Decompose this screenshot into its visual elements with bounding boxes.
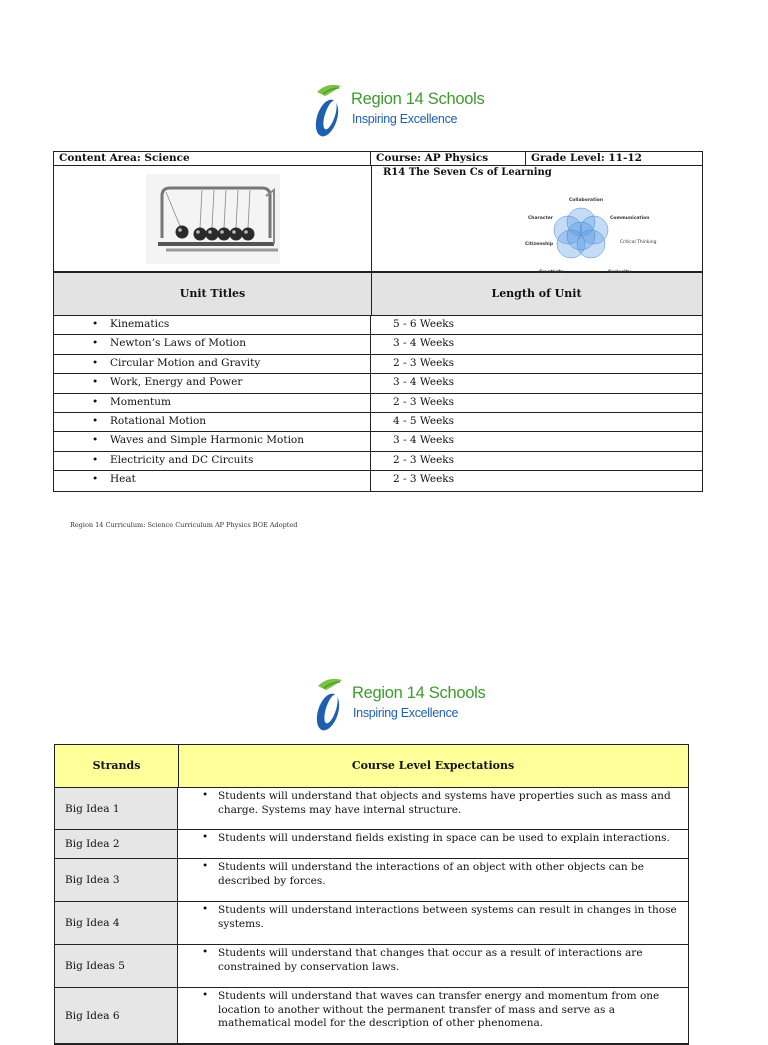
strand-label: Big Idea 4: [65, 917, 120, 929]
strands-heading: Strands: [55, 745, 179, 787]
unit-row: [54, 394, 702, 413]
strand-label: Big Idea 2: [65, 838, 120, 850]
label-citizenship: Citizenship: [525, 242, 554, 247]
expectation-row: [55, 902, 688, 945]
unit-length: 2 - 3 Weeks: [371, 355, 702, 374]
unit-row: [54, 452, 702, 471]
unit-title-cell: [54, 374, 371, 393]
unit-title: Circular Motion and Gravity: [110, 356, 261, 369]
expectation-text: Students will understand that changes that occur as a result of interactions are constrained by conservation laws.: [218, 947, 643, 973]
unit-title-cell: [54, 413, 371, 432]
footer-note: Region 14 Curriculum: Science Curriculum AP Physics BOE Adopted: [70, 521, 298, 529]
bullet-icon: •: [92, 395, 99, 408]
image-row: [54, 166, 702, 273]
unit-length: 3 - 4 Weeks: [371, 374, 702, 393]
unit-length: 3 - 4 Weeks: [371, 335, 702, 354]
seven-cs-cell: [372, 166, 702, 271]
bullet-icon: •: [92, 318, 99, 330]
unit-title: Newton’s Laws of Motion: [110, 337, 246, 350]
unit-length: 2 - 3 Weeks: [371, 394, 702, 413]
expectations-header-row: [55, 745, 688, 788]
expectation-cell: [178, 988, 688, 1043]
logo-tagline-2: Inspiring Excellence: [353, 706, 459, 720]
logo-name-2: Region 14 Schools: [352, 684, 486, 702]
expectation-text: Students will understand that objects and systems have properties such as mass and charge. Systems may have internal structure.: [218, 790, 671, 816]
expectation-cell: [178, 859, 688, 901]
strand-label: Big Ideas 5: [65, 960, 125, 972]
expectation-row: [55, 945, 688, 988]
course-overview-table: [53, 151, 703, 492]
bullet-icon: •: [202, 903, 209, 915]
label-communication: Communication: [610, 216, 650, 221]
unit-title-cell: [54, 394, 371, 413]
bullet-icon: •: [92, 414, 99, 427]
expectation-text: Students will understand interactions between systems can result in changes in those systems.: [218, 904, 677, 930]
unit-title-cell: [54, 452, 371, 471]
newtons-cradle-cell: [54, 166, 372, 271]
expectation-text: Students will understand fields existing in space can be used to explain interactions.: [218, 832, 670, 844]
unit-length: 3 - 4 Weeks: [371, 432, 702, 451]
label-character: Character: [528, 216, 553, 221]
seven-cs-diagram: [372, 166, 702, 271]
region14-leaf-icon: [313, 82, 353, 140]
bullet-icon: •: [92, 337, 99, 350]
bullet-icon: •: [202, 946, 209, 958]
unit-row: [54, 355, 702, 374]
expectation-row: [55, 988, 688, 1044]
unit-title: Rotational Motion: [110, 414, 207, 427]
content-area: Content Area: Science: [54, 152, 371, 165]
length-heading: Length of Unit: [491, 287, 582, 300]
expectation-text: Students will understand that waves can transfer energy and momentum from one location to another without the permanent transfer of mass and serve as a mathematical model for the description of other phenomena.: [218, 990, 660, 1029]
unit-length: 4 - 5 Weeks: [371, 413, 702, 432]
bullet-icon: •: [202, 989, 209, 1001]
course-header-row: [54, 152, 702, 166]
region14-logo: [313, 82, 493, 146]
unit-length: 2 - 3 Weeks: [393, 473, 455, 486]
unit-titles-heading: Unit Titles: [54, 273, 372, 315]
unit-row: [54, 432, 702, 451]
bullet-icon: •: [92, 453, 99, 466]
unit-title-cell: [54, 355, 371, 374]
unit-title-cell: [54, 432, 371, 451]
unit-length: 2 - 3 Weeks: [371, 452, 702, 471]
unit-row: [54, 471, 702, 490]
unit-row: [54, 335, 702, 354]
label-collaboration: Collaboration: [569, 198, 604, 203]
strand-cell: [55, 788, 178, 829]
bullet-icon: •: [92, 434, 99, 447]
strand-cell: [55, 902, 178, 944]
logo-name: Region 14 Schools: [351, 90, 485, 108]
strand-cell: [55, 830, 178, 858]
strand-cell: [55, 859, 178, 901]
unit-row: [54, 316, 702, 335]
unit-title-cell: [54, 316, 371, 335]
expectation-cell: [178, 902, 688, 944]
bullet-icon: •: [92, 473, 99, 486]
bullet-icon: •: [202, 789, 209, 801]
region14-leaf-icon-2: [314, 676, 354, 734]
newtons-cradle-image: [54, 166, 371, 271]
strand-label: Big Idea 6: [65, 1009, 120, 1022]
unit-length: 5 - 6 Weeks: [371, 316, 702, 335]
unit-title: Momentum: [110, 395, 171, 408]
units-header-row: [54, 273, 702, 316]
bullet-icon: •: [202, 831, 209, 843]
unit-title: Electricity and DC Circuits: [110, 453, 254, 466]
bullet-icon: •: [92, 376, 99, 389]
grade-level: Grade Level: 11-12: [531, 152, 642, 164]
unit-title-cell: [54, 471, 371, 490]
strand-label: Big Idea 1: [65, 802, 120, 815]
unit-title: Work, Energy and Power: [110, 376, 243, 389]
unit-title-cell: [54, 335, 371, 354]
unit-title: Waves and Simple Harmonic Motion: [110, 434, 305, 447]
unit-title: Kinematics: [110, 318, 170, 330]
strand-cell: [55, 945, 178, 987]
expectations-heading: Course Level Expectations: [351, 759, 515, 772]
expectation-cell: [178, 788, 688, 829]
expectation-cell: [178, 945, 688, 987]
seven-cs-title: R14 The Seven Cs of Learning: [383, 167, 552, 178]
bullet-icon: •: [202, 860, 209, 872]
expectations-table: [54, 744, 689, 1045]
expectation-text: Students will understand the interactions of an object with other objects can be described by forces.: [218, 861, 644, 887]
label-critical-thinking: Critical Thinking: [620, 240, 657, 245]
expectation-row: [55, 788, 688, 830]
unit-row: [54, 374, 702, 393]
logo-tagline: Inspiring Excellence: [352, 112, 458, 126]
bullet-icon: •: [92, 356, 99, 369]
course-name: Course: AP Physics: [371, 152, 526, 165]
unit-title: Heat: [110, 473, 136, 486]
region14-logo-2: [314, 676, 494, 740]
unit-row: [54, 413, 702, 432]
expectation-cell: [178, 830, 688, 858]
expectation-row: [55, 830, 688, 859]
strand-label: Big Idea 3: [65, 874, 120, 886]
expectation-row: [55, 859, 688, 902]
strand-cell: [55, 988, 178, 1043]
